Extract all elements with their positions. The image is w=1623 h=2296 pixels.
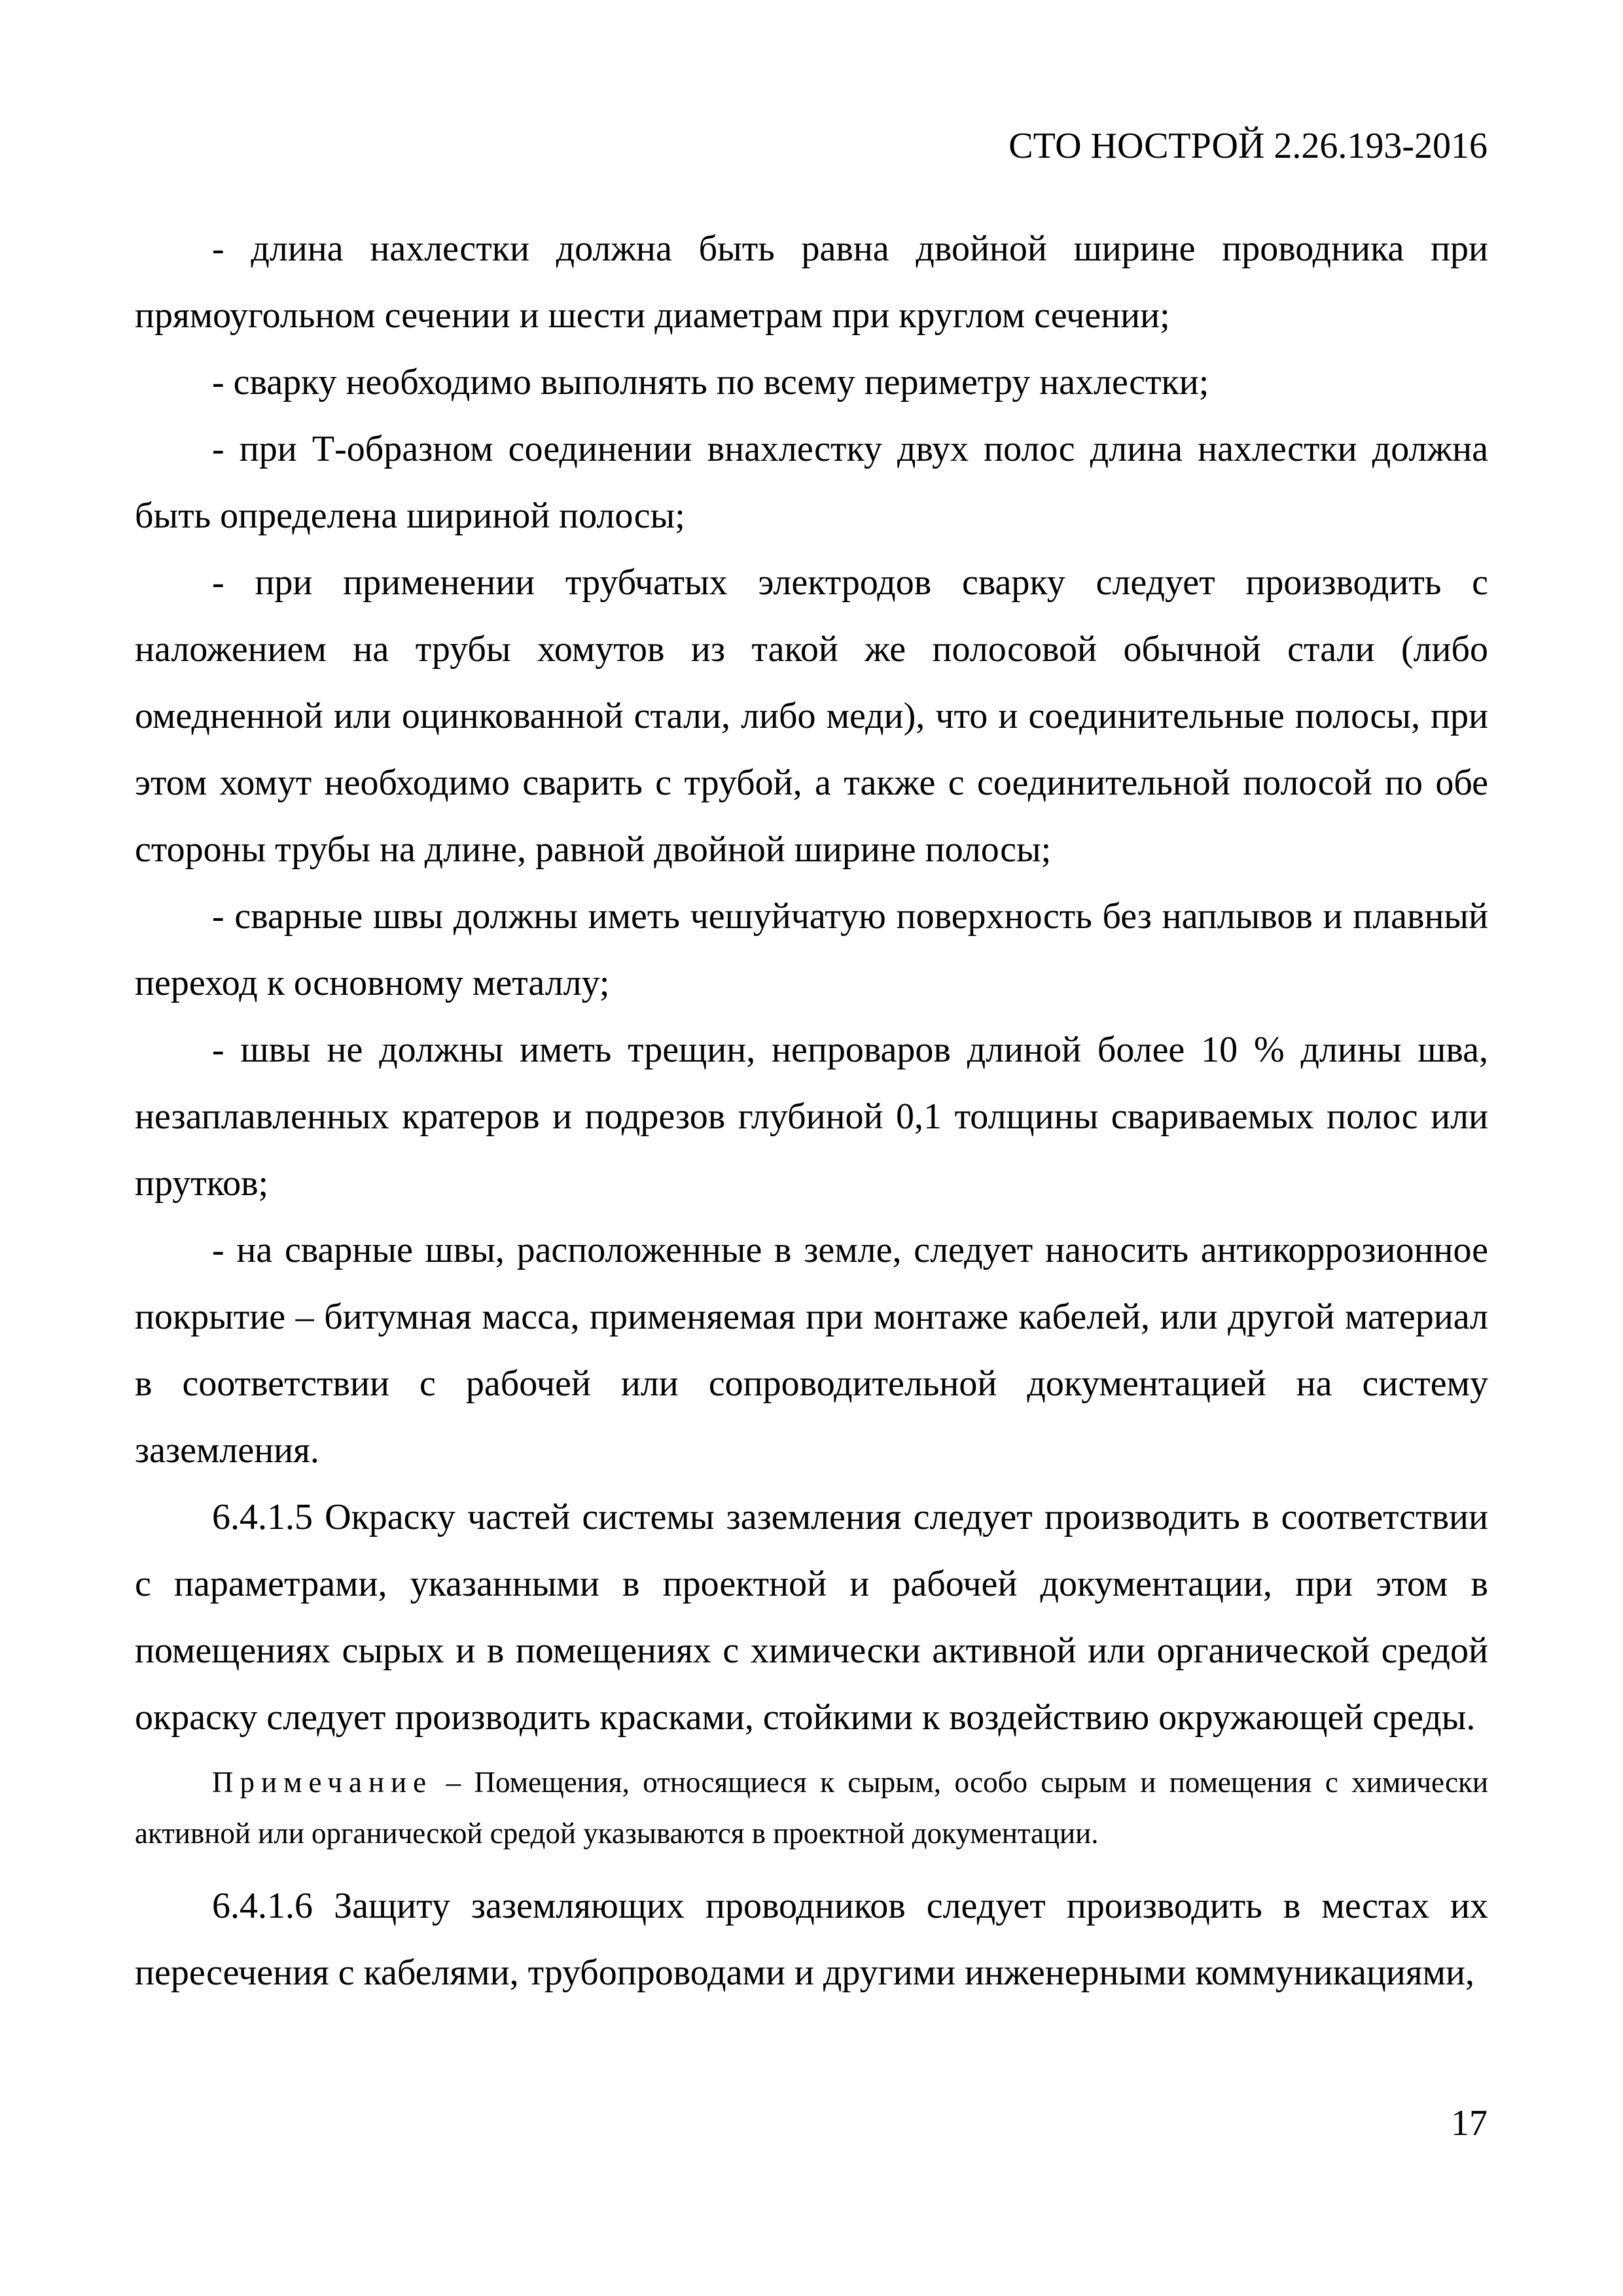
weld-surface-paragraph: - сварные швы должны иметь чешуйчатую поверхность без наплывов и плавный переход к основному металлу; (135, 896, 1488, 1003)
document-header-code: СТО НОСТРОЙ 2.26.193-2016 (1008, 126, 1488, 166)
weld-defects-paragraph: - швы не должны иметь трещин, непроваров длиной более 10 % длины шва, незаплавленных кратеров и подрезов глубиной 0,1 толщины свариваемых полос или прутков; (135, 1030, 1488, 1204)
section-6-4-1-5-paragraph: 6.4.1.5 Окраску частей системы заземления следует производить в соответствии с параметрами, указанными в проектной и рабочей документации, при этом в помещениях сырых и в помещениях с химически активной или органической средой окраску следует производить красками, стойкими к воздействию окружающей среды. (135, 1497, 1488, 1738)
page-number: 17 (1451, 2103, 1488, 2144)
overlap-length-paragraph: - длина нахлестки должна быть равна двойной ширине проводника при прямоугольном сечении и шести диаметрам при круглом сечении; (135, 228, 1488, 336)
note-text: – Помещения, относящиеся к сырым, особо сырым и помещения с химически активной или органической средой указываются в проектной документации. (135, 1766, 1488, 1850)
t-joint-paragraph: - при Т-образном соединении внахлестку двух полос длина нахлестки должна быть определена шириной полосы; (135, 429, 1488, 536)
perimeter-weld-paragraph: - сварку необходимо выполнять по всему периметру нахлестки; (212, 362, 1209, 403)
note-label: Примечание (212, 1766, 433, 1799)
anticorrosion-paragraph: - на сварные швы, расположенные в земле, следует наносить антикоррозионное покрытие – битумная масса, применяемая при монтаже кабелей, или другой материал в соответствии с рабочей или сопроводительной документацией на систему заземления. (135, 1230, 1488, 1471)
tubular-electrode-paragraph: - при применении трубчатых электродов сварку следует производить с наложением на трубы хомутов из такой же полосовой обычной стали (либо омедненной или оцинкованной стали, либо меди), что и соединительные полосы, при этом хомут необходимо сварить с трубой, а также с соединительной полосой по обе стороны трубы на длине, равной двойной ширине полосы; (135, 562, 1488, 870)
section-6-4-1-6-paragraph: 6.4.1.6 Защиту заземляющих проводников следует производить в местах их пересечения с кабелями, трубопроводами и другими инженерными коммуникациями, (135, 1886, 1488, 1993)
document-note (135, 1757, 1488, 1859)
document-body (135, 215, 1488, 2006)
